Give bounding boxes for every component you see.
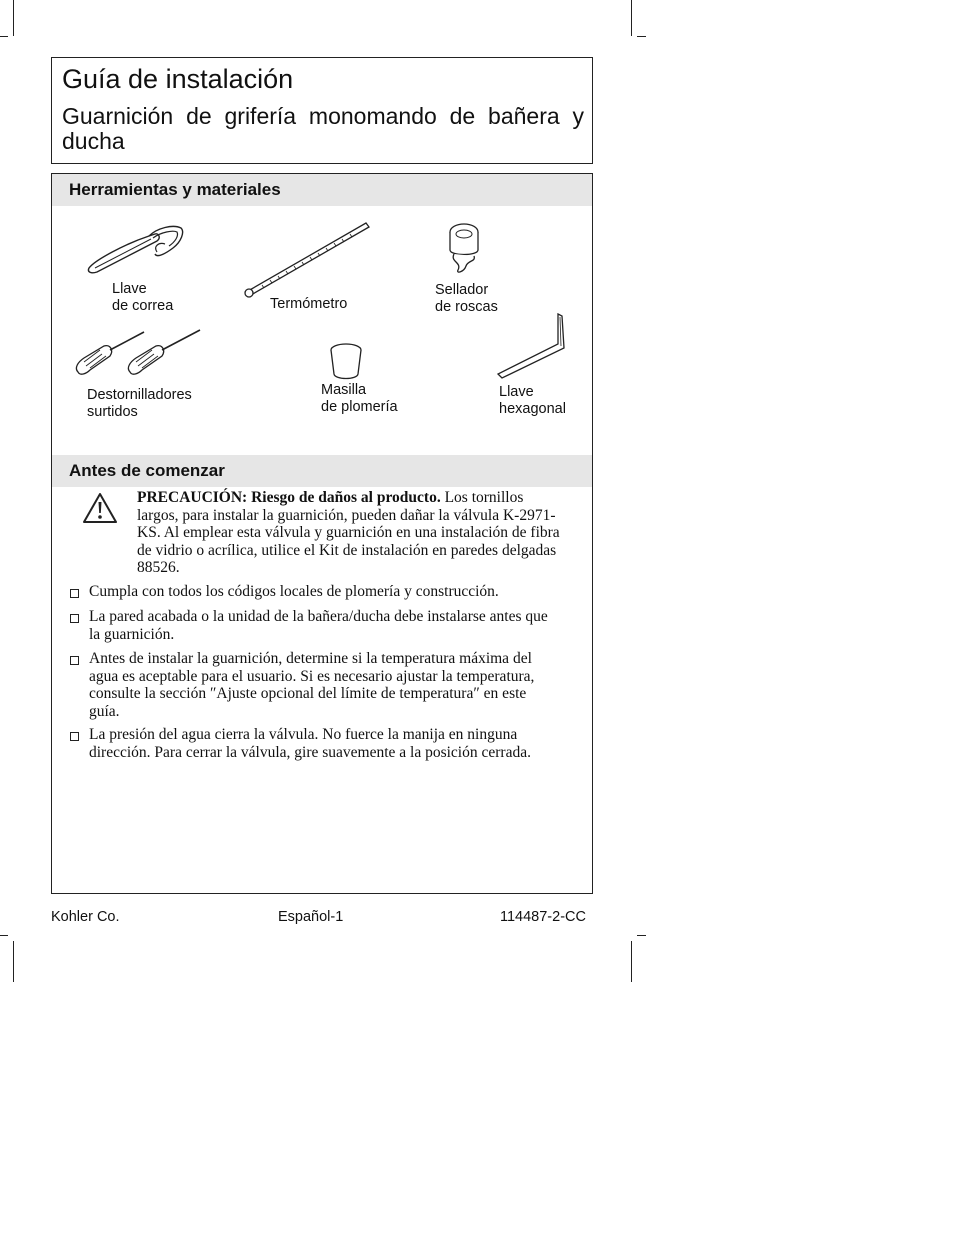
crop-mark bbox=[637, 36, 646, 37]
tool-label-line: Sellador bbox=[435, 282, 489, 298]
tools-section-heading: Herramientas y materiales bbox=[69, 180, 281, 199]
tool-label-thread-sealant bbox=[435, 282, 498, 316]
crop-mark bbox=[0, 935, 8, 936]
strap-wrench-icon bbox=[85, 224, 195, 276]
list-item-text: Antes de instalar la guarnición, determine si la temperatura máxima del agua es aceptable para el usuario. Si es necesario ajustar la temperatura, consulte la sección ″Ajuste opcional del límite de temperatura″ en este guía. bbox=[89, 650, 535, 720]
page-title: Guía de instalación bbox=[62, 64, 294, 94]
caution-text bbox=[137, 489, 567, 577]
title-box bbox=[51, 57, 593, 164]
crop-mark bbox=[0, 36, 8, 37]
bullet-box-icon bbox=[70, 656, 79, 665]
bullet-box-icon bbox=[70, 614, 79, 623]
tool-label-line: surtidos bbox=[87, 404, 138, 420]
crop-mark bbox=[637, 935, 646, 936]
crop-mark bbox=[631, 0, 632, 36]
tool-label-line: Destornilladores bbox=[87, 387, 192, 403]
tool-label-plumbers-putty bbox=[321, 382, 398, 416]
main-content-box bbox=[51, 173, 593, 894]
tool-label-line: hexagonal bbox=[499, 401, 566, 417]
plumbers-putty-icon bbox=[326, 342, 366, 382]
list-item-text: Cumpla con todos los códigos locales de plomería y construcción. bbox=[89, 583, 499, 600]
tools-section-header bbox=[52, 174, 592, 206]
tool-label-strap-wrench bbox=[112, 281, 173, 315]
tool-label-line: Masilla bbox=[321, 382, 367, 398]
before-section-heading: Antes de comenzar bbox=[69, 461, 225, 480]
crop-mark bbox=[631, 941, 632, 982]
caution-label: PRECAUCIÓN: Riesgo de daños al producto. bbox=[137, 489, 441, 506]
thermometer-icon bbox=[242, 219, 372, 299]
tool-label-line: Termómetro bbox=[270, 296, 348, 312]
footer-page-number: Español-1 bbox=[278, 909, 344, 925]
tool-label-thermometer bbox=[270, 296, 347, 313]
tool-label-line: de roscas bbox=[435, 299, 498, 315]
bullet-box-icon bbox=[70, 732, 79, 741]
tool-label-hex-wrench bbox=[499, 384, 566, 418]
footer-doc-number: 114487-2-CC bbox=[500, 909, 586, 925]
thread-sealant-icon bbox=[442, 222, 486, 276]
page-subtitle: Guarnición de grifería monomando de bañera y ducha bbox=[62, 103, 584, 154]
hex-wrench-icon bbox=[496, 312, 566, 382]
tool-label-line: de correa bbox=[112, 298, 174, 314]
list-item-text: La pared acabada o la unidad de la bañera/ducha debe instalarse antes que la guarnición. bbox=[89, 608, 548, 643]
warning-triangle-icon bbox=[82, 492, 118, 524]
tool-label-line: de plomería bbox=[321, 399, 398, 415]
screwdrivers-icon bbox=[72, 328, 204, 384]
crop-mark bbox=[13, 941, 14, 982]
tool-label-line: Llave bbox=[499, 384, 534, 400]
before-section-header bbox=[52, 455, 592, 487]
footer-company: Kohler Co. bbox=[51, 909, 120, 925]
tool-label-screwdrivers bbox=[87, 387, 192, 421]
list-item-text: La presión del agua cierra la válvula. No fuerce la manija en ninguna dirección. Para cerrar la válvula, gire suavemente a la posición cerrada. bbox=[89, 726, 531, 761]
crop-mark bbox=[13, 0, 14, 36]
tool-label-line: Llave bbox=[112, 281, 147, 297]
caution-body: Los tornillos largos, para instalar la guarnición, pueden dañar la válvula K-2971-KS. Al emplear esta válvula y guarnición en una instalación de fibra de vidrio o acrílica, utilice el Kit de instalación en paredes delgadas 88526. bbox=[137, 489, 560, 576]
bullet-box-icon bbox=[70, 589, 79, 598]
